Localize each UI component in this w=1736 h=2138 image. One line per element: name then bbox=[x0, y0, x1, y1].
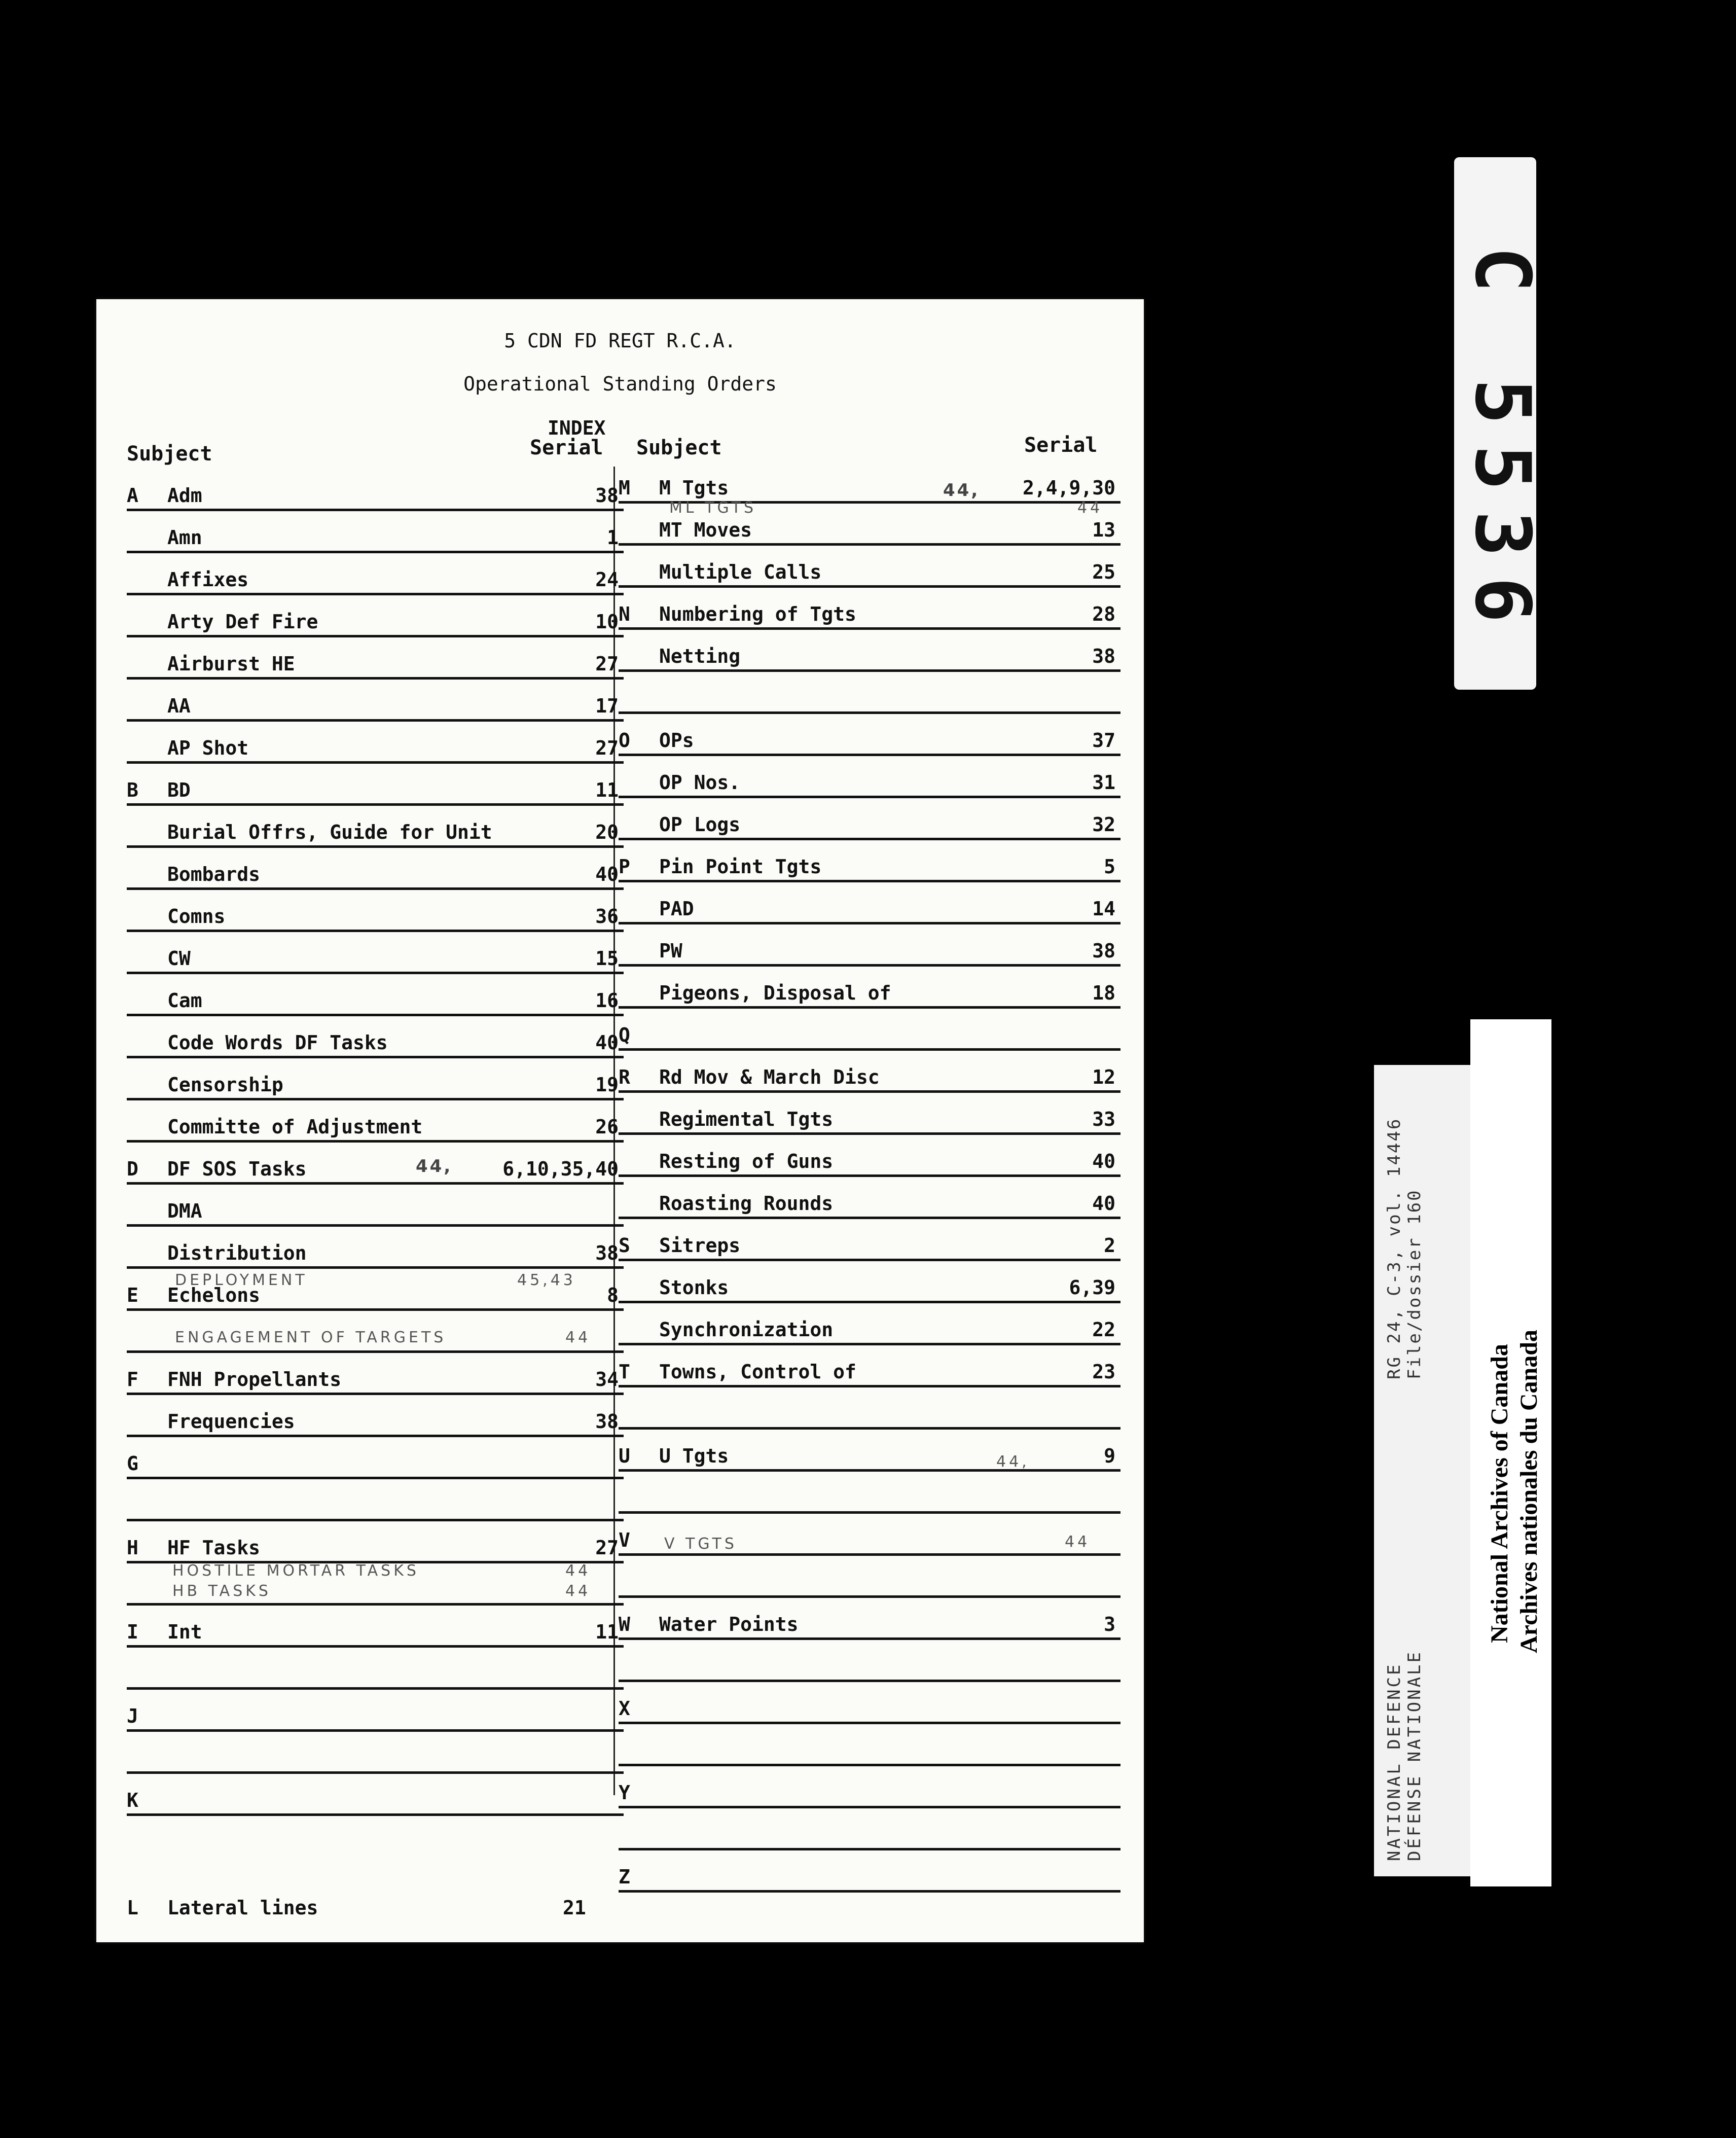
row-subject: AP Shot bbox=[167, 737, 249, 759]
row-serial: 6,39 bbox=[1069, 1276, 1115, 1299]
handwritten-hb-tasks: HB TASKS bbox=[172, 1582, 271, 1600]
index-row bbox=[127, 1395, 624, 1437]
row-subject: Arty Def Fire bbox=[167, 611, 318, 633]
row-serial: 31 bbox=[1092, 771, 1115, 794]
index-row bbox=[127, 469, 624, 511]
index-row bbox=[127, 974, 624, 1016]
index-row bbox=[619, 924, 1120, 967]
row-letter: K bbox=[127, 1789, 138, 1811]
row-subject: Resting of Guns bbox=[659, 1150, 834, 1172]
row-serial: 8 bbox=[607, 1284, 619, 1306]
row-serial: 15 bbox=[595, 947, 619, 970]
index-row bbox=[127, 890, 624, 932]
row-subject: Cam bbox=[167, 989, 202, 1012]
row-subject: Synchronization bbox=[659, 1319, 834, 1341]
index-row bbox=[619, 1808, 1120, 1850]
row-serial: 16 bbox=[595, 989, 619, 1012]
row-subject: Bombards bbox=[167, 863, 261, 885]
archive-name-label bbox=[1470, 1019, 1551, 1886]
row-letter: O bbox=[619, 729, 630, 752]
row-subject: PW bbox=[659, 940, 682, 962]
row-serial: 40 bbox=[1092, 1150, 1115, 1172]
index-row bbox=[619, 1303, 1120, 1345]
row-letter: S bbox=[619, 1234, 630, 1257]
row-serial: 17 bbox=[595, 695, 619, 717]
row-subject: CW bbox=[167, 947, 191, 970]
row-subject: OP Logs bbox=[659, 813, 741, 836]
row-letter: F bbox=[127, 1368, 138, 1391]
index-row bbox=[127, 1058, 624, 1100]
handwritten-u-tgts-prefix: 44, bbox=[996, 1453, 1030, 1471]
label-reference-file: File/dossier 160 bbox=[1404, 1189, 1425, 1379]
row-subject: Regimental Tgts bbox=[659, 1108, 834, 1130]
index-row bbox=[127, 553, 624, 595]
index-row bbox=[619, 1135, 1120, 1177]
row-serial: 18 bbox=[1092, 982, 1115, 1004]
row-letter: U bbox=[619, 1445, 630, 1467]
index-row bbox=[619, 1472, 1120, 1514]
row-subject: Distribution bbox=[167, 1242, 307, 1264]
row-subject: Committe of Adjustment bbox=[167, 1116, 423, 1138]
row-serial: 2 bbox=[1104, 1234, 1115, 1257]
row-subject: Multiple Calls bbox=[659, 561, 822, 583]
row-subject: Towns, Control of bbox=[659, 1361, 856, 1383]
index-row bbox=[127, 848, 624, 890]
index-row bbox=[619, 840, 1120, 882]
index-row bbox=[619, 630, 1120, 672]
row-subject: U Tgts bbox=[659, 1445, 729, 1467]
row-serial: 38 bbox=[595, 1242, 619, 1264]
index-row bbox=[619, 1640, 1120, 1682]
row-serial: 24 bbox=[595, 568, 619, 591]
row-serial: 37 bbox=[1092, 729, 1115, 752]
row-letter: N bbox=[619, 603, 630, 625]
row-letter: Q bbox=[619, 1024, 630, 1046]
row-letter: M bbox=[619, 477, 630, 499]
row-letter: X bbox=[619, 1697, 630, 1720]
index-row bbox=[127, 1437, 624, 1479]
index-label: INDEX bbox=[548, 417, 606, 439]
row-subject: Pigeons, Disposal of bbox=[659, 982, 891, 1004]
index-row bbox=[619, 588, 1120, 630]
row-letter: Y bbox=[619, 1781, 630, 1804]
index-row bbox=[619, 1682, 1120, 1724]
index-row bbox=[619, 714, 1120, 756]
index-row bbox=[619, 461, 1120, 504]
row-letter: G bbox=[127, 1452, 138, 1475]
handwritten-ml-tgts-serial: 44 bbox=[1077, 499, 1103, 517]
row-subject: MT Moves bbox=[659, 519, 752, 541]
row-serial: 27 bbox=[595, 737, 619, 759]
row-letter: J bbox=[127, 1705, 138, 1727]
index-row bbox=[619, 967, 1120, 1009]
row-serial: 14 bbox=[1092, 898, 1115, 920]
archive-reference-label bbox=[1374, 1065, 1470, 1876]
row-subject: Airburst HE bbox=[167, 653, 295, 675]
row-subject: Burial Offrs, Guide for Unit bbox=[167, 821, 492, 843]
row-serial: 20 bbox=[595, 821, 619, 843]
handwritten-ml-tgts: ML TGTS bbox=[669, 499, 757, 517]
row-letter: W bbox=[619, 1613, 630, 1635]
row-subject: Frequencies bbox=[167, 1410, 295, 1433]
row-letter: L bbox=[127, 1897, 138, 1919]
index-row bbox=[127, 595, 624, 637]
index-row bbox=[619, 1051, 1120, 1093]
handwritten-hostile-mortar-serial: 44 bbox=[565, 1562, 591, 1580]
row-serial: 10 bbox=[595, 611, 619, 633]
reel-number-stamp bbox=[1454, 157, 1546, 690]
row-serial: 3 bbox=[1104, 1613, 1115, 1635]
row-subject: Pin Point Tgts bbox=[659, 856, 822, 878]
index-row bbox=[127, 1648, 624, 1690]
handwritten-deployment: DEPLOYMENT bbox=[175, 1271, 308, 1289]
row-serial: 38 bbox=[1092, 940, 1115, 962]
index-row bbox=[127, 722, 624, 764]
row-subject: FNH Propellants bbox=[167, 1368, 342, 1391]
index-row bbox=[127, 680, 624, 722]
index-row bbox=[619, 882, 1120, 924]
row-letter: D bbox=[127, 1158, 138, 1180]
index-row bbox=[619, 798, 1120, 840]
handwritten-m-tgts-prefix: 44, bbox=[943, 480, 980, 501]
right-subject-header: Subject bbox=[636, 436, 722, 459]
row-serial: 38 bbox=[595, 1410, 619, 1433]
handwritten-engagement-serial: 44 bbox=[565, 1329, 591, 1346]
row-serial: 11 bbox=[595, 1621, 619, 1643]
row-subject: Lateral lines bbox=[167, 1897, 318, 1919]
row-letter: V bbox=[619, 1529, 630, 1551]
handwritten-df-sos-prefix: 44, bbox=[416, 1156, 453, 1177]
row-letter: B bbox=[127, 779, 138, 801]
handwritten-hb-tasks-serial: 44 bbox=[565, 1582, 591, 1600]
row-subject: Rd Mov & March Disc bbox=[659, 1066, 880, 1088]
index-row bbox=[127, 764, 624, 806]
row-serial: 38 bbox=[1092, 645, 1115, 667]
row-subject: Numbering of Tgts bbox=[659, 603, 856, 625]
index-row bbox=[619, 1556, 1120, 1598]
index-row bbox=[619, 546, 1120, 588]
row-serial: 34 bbox=[595, 1368, 619, 1391]
index-row bbox=[619, 1219, 1120, 1261]
row-subject: Affixes bbox=[167, 568, 249, 591]
index-row bbox=[127, 1479, 624, 1521]
index-row bbox=[127, 1143, 624, 1185]
row-serial: 25 bbox=[1092, 561, 1115, 583]
archive-name-en: National Archives of Canada bbox=[1486, 1344, 1513, 1643]
row-subject: Netting bbox=[659, 645, 741, 667]
row-subject: AA bbox=[167, 695, 191, 717]
index-row bbox=[127, 1016, 624, 1058]
left-serial-header: Serial bbox=[530, 436, 603, 459]
handwritten-v-tgts-serial: 44 bbox=[1065, 1533, 1091, 1551]
row-serial: 38 bbox=[595, 484, 619, 507]
row-serial: 1 bbox=[607, 526, 619, 549]
right-serial-header: Serial bbox=[1024, 434, 1098, 457]
row-subject: Comns bbox=[167, 905, 226, 928]
row-serial: 23 bbox=[1092, 1361, 1115, 1383]
index-row bbox=[127, 806, 624, 848]
index-row bbox=[619, 756, 1120, 798]
row-subject: Sitreps bbox=[659, 1234, 741, 1257]
index-row bbox=[619, 1009, 1120, 1051]
row-subject: Int bbox=[167, 1621, 202, 1643]
row-serial: 19 bbox=[595, 1074, 619, 1096]
row-subject: PAD bbox=[659, 898, 694, 920]
document-title: Operational Standing Orders bbox=[463, 373, 777, 395]
index-row bbox=[127, 1690, 624, 1732]
index-row bbox=[619, 1850, 1120, 1893]
index-row bbox=[619, 1724, 1120, 1766]
row-subject: Water Points bbox=[659, 1613, 799, 1635]
handwritten-v-tgts: V TGTS bbox=[664, 1535, 737, 1553]
row-serial: 40 bbox=[595, 863, 619, 885]
row-serial: 27 bbox=[595, 1537, 619, 1559]
row-serial: 33 bbox=[1092, 1108, 1115, 1130]
document-sheet bbox=[96, 299, 1144, 1942]
row-letter: E bbox=[127, 1284, 138, 1306]
row-serial: 5 bbox=[1104, 856, 1115, 878]
row-serial: 28 bbox=[1092, 603, 1115, 625]
handwritten-hostile-mortar: HOSTILE MORTAR TASKS bbox=[172, 1562, 419, 1580]
index-row bbox=[619, 672, 1120, 714]
archive-name-fr: Archives nationales du Canada bbox=[1515, 1330, 1542, 1653]
index-row bbox=[619, 1430, 1120, 1472]
row-subject: Echelons bbox=[167, 1284, 261, 1306]
row-serial: 32 bbox=[1092, 813, 1115, 836]
row-serial: 13 bbox=[1092, 519, 1115, 541]
row-subject: BD bbox=[167, 779, 191, 801]
row-subject: OP Nos. bbox=[659, 771, 741, 794]
row-serial: 21 bbox=[563, 1897, 586, 1919]
index-row bbox=[127, 1774, 624, 1816]
row-letter: I bbox=[127, 1621, 138, 1643]
reel-number: C 5536 bbox=[1458, 246, 1546, 643]
index-row bbox=[127, 637, 624, 680]
row-serial: 9 bbox=[1104, 1445, 1115, 1467]
index-row bbox=[619, 1387, 1120, 1430]
index-row bbox=[619, 1261, 1120, 1303]
row-letter: Z bbox=[619, 1866, 630, 1888]
handwritten-deployment-serial: 45,43 bbox=[517, 1271, 576, 1289]
row-letter: T bbox=[619, 1361, 630, 1383]
index-row bbox=[127, 1521, 624, 1563]
index-row bbox=[127, 1185, 624, 1227]
row-subject: Roasting Rounds bbox=[659, 1192, 834, 1215]
index-row bbox=[127, 1606, 624, 1648]
row-serial: 26 bbox=[595, 1116, 619, 1138]
index-row bbox=[619, 1345, 1120, 1387]
row-serial: 22 bbox=[1092, 1319, 1115, 1341]
row-subject: Censorship bbox=[167, 1074, 283, 1096]
row-serial: 40 bbox=[1092, 1192, 1115, 1215]
row-serial: 12 bbox=[1092, 1066, 1115, 1088]
index-row bbox=[127, 1227, 624, 1269]
row-letter: H bbox=[127, 1537, 138, 1559]
unit-heading: 5 CDN FD REGT R.C.A. bbox=[504, 330, 736, 352]
row-serial: 6,10,35,40 bbox=[502, 1158, 619, 1180]
left-subject-header: Subject bbox=[127, 442, 212, 466]
row-subject: DMA bbox=[167, 1200, 202, 1222]
row-serial: 27 bbox=[595, 653, 619, 675]
row-serial: 11 bbox=[595, 779, 619, 801]
row-subject: Amn bbox=[167, 526, 202, 549]
row-subject: Adm bbox=[167, 484, 202, 507]
label-defence-en: NATIONAL DEFENCE bbox=[1384, 1662, 1404, 1861]
index-row bbox=[619, 1177, 1120, 1219]
index-row bbox=[619, 1766, 1120, 1808]
index-row bbox=[127, 1353, 624, 1395]
index-row bbox=[127, 932, 624, 974]
label-reference-volume: RG 24, C-3, vol. 14446 bbox=[1384, 1117, 1404, 1379]
row-subject: HF Tasks bbox=[167, 1537, 261, 1559]
row-subject: M Tgts bbox=[659, 477, 729, 499]
index-row bbox=[127, 511, 624, 553]
row-subject: Stonks bbox=[659, 1276, 729, 1299]
row-letter: R bbox=[619, 1066, 630, 1088]
index-row bbox=[127, 1100, 624, 1143]
row-serial: 2,4,9,30 bbox=[1022, 477, 1115, 499]
row-letter: A bbox=[127, 484, 138, 507]
index-row bbox=[619, 1598, 1120, 1640]
label-defence-fr: DÉFENSE NATIONALE bbox=[1404, 1650, 1425, 1861]
row-serial: 40 bbox=[595, 1031, 619, 1054]
handwritten-engagement: ENGAGEMENT OF TARGETS bbox=[175, 1329, 447, 1346]
row-subject: Code Words DF Tasks bbox=[167, 1031, 388, 1054]
index-row bbox=[619, 1093, 1120, 1135]
row-subject: OPs bbox=[659, 729, 694, 752]
lateral-lines-row bbox=[127, 1897, 624, 1927]
row-letter: P bbox=[619, 856, 630, 878]
row-subject: DF SOS Tasks bbox=[167, 1158, 307, 1180]
index-row bbox=[127, 1732, 624, 1774]
row-serial: 36 bbox=[595, 905, 619, 928]
